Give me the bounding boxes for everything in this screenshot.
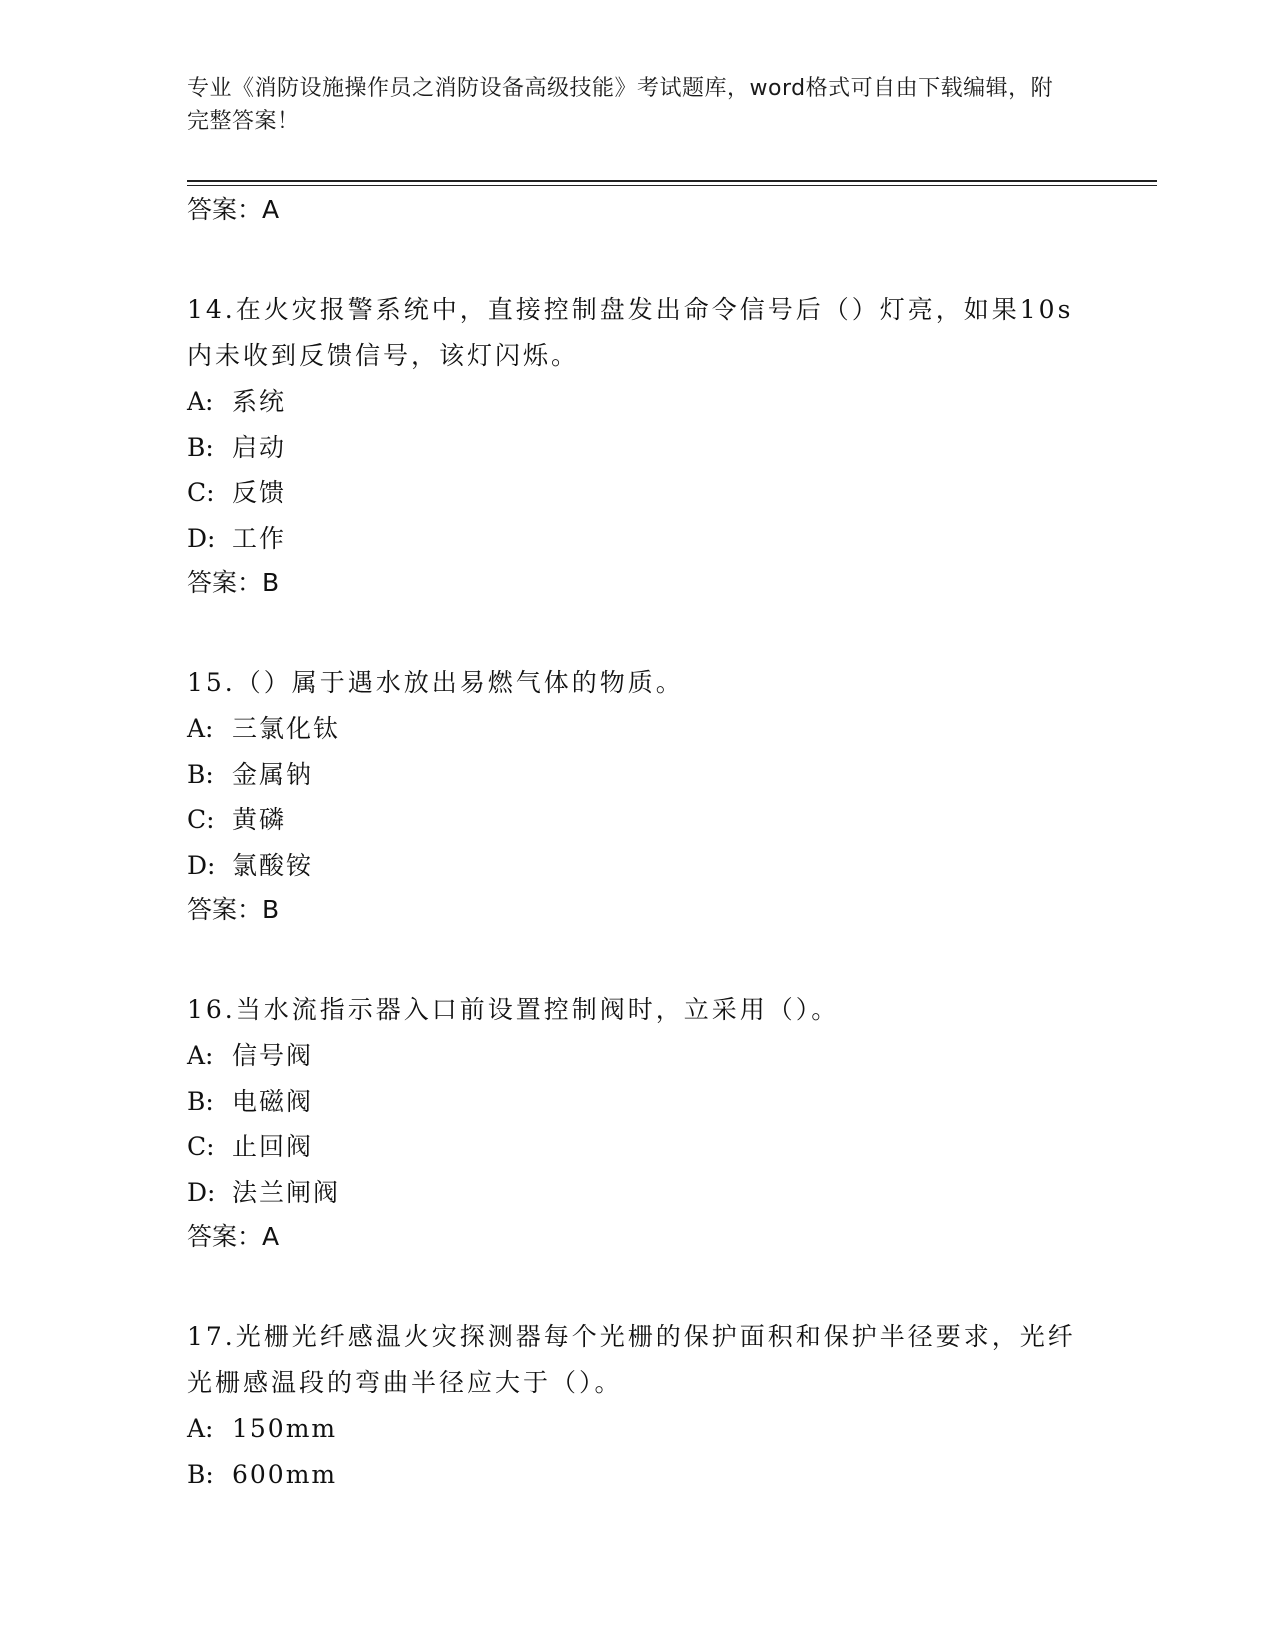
option-b — [187, 752, 1087, 798]
option-b — [187, 425, 1087, 471]
option-text: 氯酸铵 — [232, 850, 314, 880]
option-key: B: — [187, 1459, 214, 1489]
option-key: A: — [187, 387, 214, 416]
option-key: C: — [187, 1132, 215, 1161]
option-key: B: — [187, 759, 214, 789]
option-a — [187, 706, 1087, 752]
option-d — [187, 516, 1087, 562]
option-text: 启动 — [232, 432, 287, 462]
option-a — [187, 1033, 1087, 1079]
option-key: D: — [187, 1177, 216, 1207]
option-key: B: — [187, 432, 214, 462]
option-c — [187, 470, 1087, 516]
header-rule-thin — [187, 185, 1157, 186]
option-b — [187, 1452, 1087, 1498]
option-key: A: — [187, 1414, 214, 1443]
option-key: A: — [187, 1041, 214, 1070]
question-block-14 — [187, 287, 1087, 603]
option-text: 系统 — [232, 387, 287, 416]
answer-line: 答案：B — [187, 895, 280, 924]
question-block-17 — [187, 1314, 1087, 1497]
question-list — [187, 190, 1087, 1497]
option-text: 150mm — [232, 1414, 338, 1443]
option-text: 工作 — [232, 523, 287, 553]
option-text: 反馈 — [232, 478, 287, 507]
question-text: 15.（）属于遇水放出易燃气体的物质。 — [187, 668, 684, 697]
option-a — [187, 379, 1087, 425]
question-text: 14.在火灾报警系统中，直接控制盘发出命令信号后（）灯亮，如果10s内未收到反馈信号，该灯闪烁。 — [187, 295, 1074, 370]
answer-line: 答案：B — [187, 568, 280, 597]
option-c — [187, 797, 1087, 843]
option-d — [187, 1170, 1087, 1216]
answer-line: 答案：A — [187, 1222, 280, 1251]
option-key: A: — [187, 714, 214, 743]
option-text: 三氯化钛 — [232, 714, 341, 743]
option-b — [187, 1079, 1087, 1125]
option-text: 止回阀 — [232, 1132, 314, 1161]
document-header: 专业《消防设施操作员之消防设备高级技能》考试题库，word格式可自由下载编辑，附完整答案！ — [187, 76, 1054, 134]
option-text: 信号阀 — [232, 1041, 314, 1070]
option-d — [187, 843, 1087, 889]
option-key: D: — [187, 850, 216, 880]
question-block-15 — [187, 660, 1087, 930]
option-key: C: — [187, 805, 215, 834]
option-key: B: — [187, 1086, 214, 1116]
question-text: 16.当水流指示器入口前设置控制阀时，立采用（）。 — [187, 995, 840, 1024]
option-key: D: — [187, 523, 216, 553]
option-text: 黄磷 — [232, 805, 287, 834]
option-a — [187, 1406, 1087, 1452]
option-text: 法兰闸阀 — [232, 1177, 341, 1207]
question-text: 17.光栅光纤感温火灾探测器每个光栅的保护面积和保护半径要求，光纤光栅感温段的弯曲半径应大于（）。 — [187, 1322, 1076, 1397]
option-text: 金属钠 — [232, 759, 314, 789]
option-text: 电磁阀 — [232, 1086, 314, 1116]
option-key: C: — [187, 478, 215, 507]
answer-line: 答案：A — [187, 195, 280, 224]
question-block-16 — [187, 987, 1087, 1257]
option-text: 600mm — [232, 1459, 338, 1489]
header-rule-thick — [187, 180, 1157, 182]
option-c — [187, 1124, 1087, 1170]
